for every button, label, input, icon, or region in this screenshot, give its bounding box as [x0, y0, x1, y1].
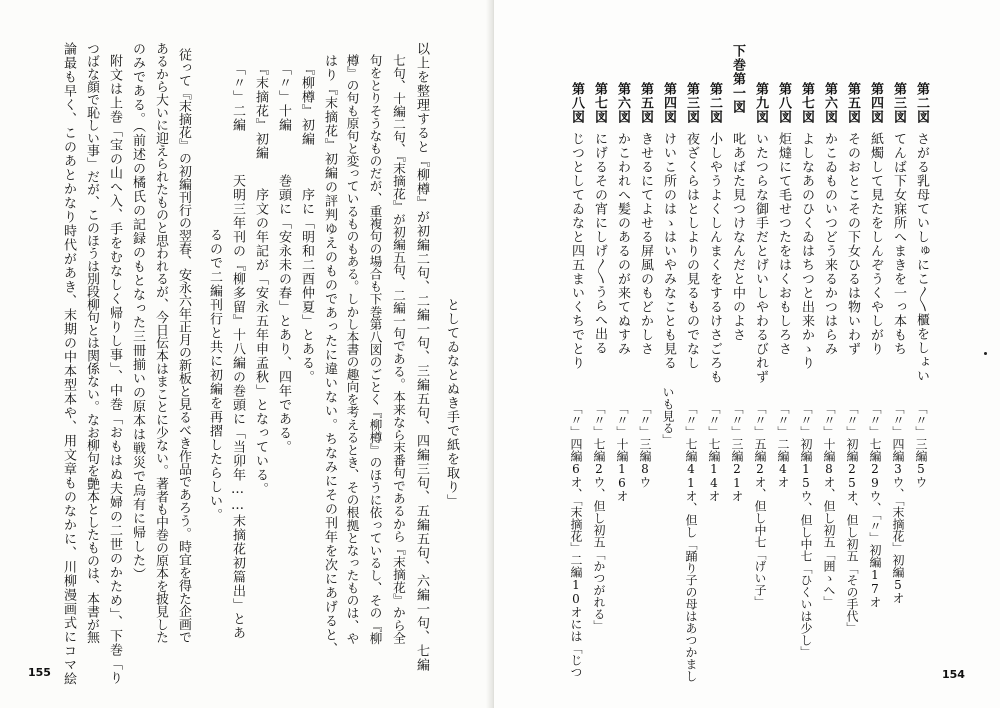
figure-label: 第三図 — [684, 82, 699, 124]
senryu-verse: 炬燵にて毛せつたをはくおもしろさ — [776, 132, 791, 356]
source-note: いも見る」 — [661, 386, 675, 446]
text-column: るので二編刊行と共に初編を再摺したらしい。 — [207, 228, 222, 522]
source-note: 「〃」三編8ウ — [638, 402, 652, 488]
text-column: 従って『末摘花』の初編刊行の翌春、安永六年正月の新板と見るべき作品であろう。時宜を得た企画で — [176, 48, 191, 644]
senryu-verse: 紙燭して見たをしんぞうくやしがり — [868, 132, 883, 356]
senryu-verse: かこわれへ髪のあるのが来てぬすみ — [615, 132, 630, 356]
text-column: 以上を整理すると『柳樽』が初編二句、二編一句、三編五句、四編三句、五編五句、六編一句、七編 — [414, 42, 429, 672]
source-note: 「〃」七編41オ、但し「踊り子の母はあつかまし — [684, 402, 698, 682]
source-note: 「〃」十編16オ — [615, 402, 629, 502]
figure-label: 第四図 — [661, 82, 676, 124]
senryu-verse: 小しやうよくしんまくをするけさごろも — [707, 132, 722, 384]
senryu-verse: 夜ざくらはとしよりの見るものでなし — [684, 132, 699, 370]
figure-label: 第三図 — [891, 82, 906, 124]
text-column: 附文は上巻「宝の山へ入、手をむなしく帰りし事」、中巻「おもはぬ夫婦の二世のかため」、下巻「り — [107, 54, 122, 685]
senryu-verse: さがる乳母ていしゅにこ〳〵櫃をしょい — [914, 132, 929, 383]
page-number-right: 154 — [942, 668, 965, 681]
text-column: 樽』の句も原句と変っているものもある。しかし本書の趣向を考えるとき、その根拠となったものは、や — [345, 54, 360, 645]
source-note: 「〃」七編2ウ、但し初五「かつがれる」 — [592, 402, 606, 632]
figure-label: 第七図 — [592, 82, 607, 124]
page-154 — [494, 0, 1000, 708]
source-note: 「〃」七編29ウ、「〃」初編17オ — [868, 402, 882, 608]
text-column: つばな顔で恥しい事」だが、このほうは別段柳句とは関係ない。なお柳句を艶本としたものは、本書が無 — [84, 42, 99, 644]
text-column: 「〃」二編 天明三年刊の『柳多留』十八編の巻頭に「当卯年……末摘花初篇出」とあ — [230, 62, 245, 640]
source-note: 「〃」四編6オ、「末摘花」二編10オには「じつ — [569, 402, 583, 678]
text-column: 『柳樽』初編 序に「明和二酉仲夏」とある。 — [299, 62, 314, 384]
figure-label: 第五図 — [638, 82, 653, 124]
figure-label: 第七図 — [799, 82, 814, 124]
text-column: はり『末摘花』初編の評判ゆえのものであったに違いない。ちなみにその刊年を次にあげると、 — [322, 54, 337, 656]
figure-label: 第二図 — [707, 82, 722, 124]
text-column: 「〃」十編 巻頭に「安永未の春」とあり、四年である。 — [276, 62, 291, 454]
source-note: 「〃」三編5ウ — [914, 402, 928, 488]
text-column: 七句、十編二句、『末摘花』が初編五句、二編一句である。本来なら末番句であるから『末摘花』から全 — [391, 54, 406, 645]
source-note: 「〃」十編8オ、但し初五「囲ゝへ」 — [822, 402, 836, 608]
senryu-verse: じつとしてゐなと四五まいくちでとり — [569, 132, 584, 370]
senryu-verse: けいこ所のはゝはいやみなことも見る — [661, 132, 676, 370]
senryu-verse: きせるにてよせる屏風のもどかしさ — [638, 132, 653, 356]
text-column: としてゐなとぬき手で紙を取り」 — [444, 298, 459, 508]
source-note: 「〃」三編21オ — [730, 402, 744, 502]
source-note: 「〃」四編3ウ、「末摘花」初編5オ — [891, 402, 905, 604]
figure-label: 第五図 — [845, 82, 860, 124]
senryu-verse: てんば下女寐所へまきを一っ本もち — [891, 132, 906, 356]
figure-label: 第八図 — [569, 82, 584, 124]
figure-label: 第六図 — [615, 82, 630, 124]
senryu-verse: かこゐものいつどう来るかつはらみ — [822, 132, 837, 356]
senryu-verse: いたつらな御手だとげいしやわるびれず — [753, 132, 768, 384]
text-column: あるから大いに迎えられたものと思われるが、今日伝本はまことに少ない。著者も中巻の原本を披見した — [153, 42, 168, 644]
source-note: 「〃」五編2オ、但し中七「げい子」 — [753, 402, 767, 608]
source-note: 「〃」七編14オ — [707, 402, 721, 502]
page-155 — [0, 0, 494, 708]
text-column: 句をとりそうなものだが、重複句の場合も下巻第八図のごとく『柳樽』のほうに依っているし、その『柳 — [368, 54, 383, 645]
figure-label: 第二図 — [914, 82, 929, 124]
text-column: 『末摘花』初編 序文の年記が「安永五年申孟秋」となっている。 — [253, 62, 268, 496]
figure-label: 下巻第一図 — [730, 44, 745, 114]
text-column: のみである。（前述の橘氏の記録のもとなった三冊揃いの原本は戦災で烏有に帰した） — [130, 42, 145, 582]
figure-label: 第八図 — [776, 82, 791, 124]
page-number-left: 155 — [28, 666, 51, 679]
senryu-verse: にげるその宵にしげ〳〵うらへ出る — [592, 132, 607, 355]
text-column: 論最も早く、このあとかなり時代があき、末期の中本型本や、用文章ものなかに、川柳漫画式にコマ絵 — [61, 42, 76, 686]
figure-label: 第四図 — [868, 82, 883, 124]
senryu-verse: 叱あばた見つけなんだと中のよさ — [730, 132, 745, 342]
senryu-verse: よしなあのひくゐはちつと出来かゝり — [799, 132, 814, 370]
source-note: 「〃」初編15ウ、但し中七「ひくいは少し」 — [799, 402, 813, 658]
source-note: 「〃」初編25オ、但し初五「その手代」 — [845, 402, 859, 634]
figure-label: 第六図 — [822, 82, 837, 124]
senryu-verse: そのおとこその下女ひるは物いわず — [845, 132, 860, 356]
print-speck — [984, 352, 987, 355]
source-note: 「〃」二編4オ — [776, 402, 790, 488]
figure-label: 第九図 — [753, 82, 768, 124]
